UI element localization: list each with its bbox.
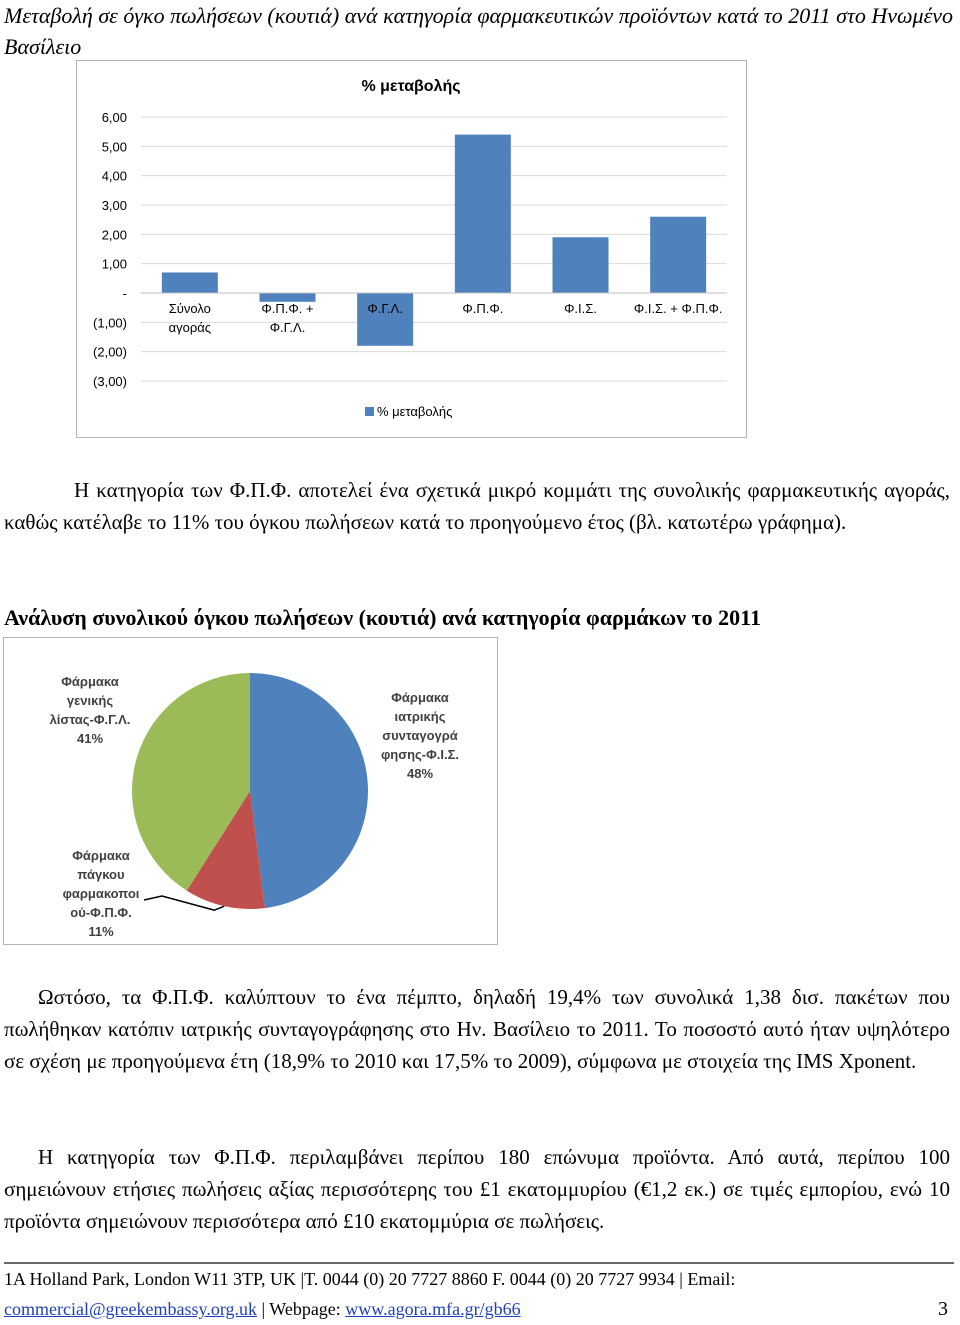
pie-chart: [4, 638, 496, 943]
y-tick-label: (3,00): [93, 374, 127, 389]
legend-label: % μεταβολής: [377, 404, 453, 419]
pie-chart-container: [3, 637, 498, 945]
pie-label: Φάρμακα πάγκου φαρμακοποι ού-Φ.Π.Φ. 11%: [62, 848, 140, 939]
paragraph-1: Η κατηγορία των Φ.Π.Φ. αποτελεί ένα σχετικά μικρό κομμάτι της συνολικής φαρμακευτικής αγοράς, καθώς κατέλαβε το 11% του όγκου πωλήσεων κατά το προηγούμενο έτος (βλ. κατωτέρω γράφημα).: [4, 478, 950, 534]
bar-chart-heading: Μεταβολή σε όγκο πωλήσεων (κουτιά) ανά κατηγορία φαρμακευτικών προϊόντων κατά το 2011 στο Ηνωμένο Βασίλειο: [4, 3, 954, 59]
y-tick-label: 6,00: [101, 110, 127, 125]
x-tick-label: Σύνολο αγοράς: [168, 301, 212, 335]
paragraph-3: Η κατηγορία των Φ.Π.Φ. περιλαμβάνει περίπου 180 επώνυμα προϊόντα. Από αυτά, περίπου 100 σημειώνουν ετήσιες πωλήσεις αξίας περισσότερης του £1 εκατομμυρίου (€1,2 εκ.) σε τιμές εμπορίου, ενώ 10 προϊόντα σημειώνουν περισσότερα από £10 εκατομμύρια σε πωλήσεις.: [4, 1145, 950, 1233]
bar: [650, 217, 706, 293]
footer-web-link[interactable]: www.agora.mfa.gr/gb66: [345, 1299, 521, 1319]
y-tick-label: 5,00: [101, 139, 127, 155]
paragraph-2: Ωστόσο, τα Φ.Π.Φ. καλύπτουν το ένα πέμπτο, δηλαδή 19,4% των συνολικά 1,38 δισ. πακέτων που πωλήθηκαν κατόπιν ιατρικής συνταγογράφησης στο Ην. Βασίλειο το 2011. Το ποσοστό αυτό ήταν υψηλότερο σε σχέση με προηγούμενα έτη (18,9% το 2010 και 17,5% το 2009), σύμφωνα με στοιχεία της IMS Xponent.: [4, 985, 950, 1073]
x-tick-label: Φ.Γ.Λ.: [367, 301, 403, 316]
bar-chart: [77, 61, 745, 436]
x-tick-label: Φ.Π.Φ.: [462, 301, 504, 316]
pie-chart-heading: Ανάλυση συνολικού όγκου πωλήσεων (κουτιά) ανά κατηγορία φαρμάκων το 2011: [4, 605, 761, 630]
footer-contact-line: 1A Holland Park, London W11 3TP, UK |T. 0044 (0) 20 7727 8860 F. 0044 (0) 20 7727 9934 | Email:: [4, 1269, 736, 1289]
pie-label: Φάρμακα ιατρικής συνταγογρά φησης-Φ.Ι.Σ. 48%: [380, 690, 460, 781]
bar: [553, 237, 609, 293]
y-tick-label: 4,00: [101, 168, 127, 184]
y-tick-label: 2,00: [101, 227, 127, 243]
x-tick-label: Φ.Ι.Σ. + Φ.Π.Φ.: [633, 301, 723, 316]
pie-label: Φάρμακα γενικής λίστας-Φ.Γ.Λ. 41%: [49, 674, 131, 746]
y-tick-label: 1,00: [101, 256, 127, 272]
bar-chart-title: % μεταβολής: [361, 78, 461, 95]
page-number: 3: [938, 1298, 948, 1320]
y-tick-label: (1,00): [93, 315, 127, 331]
y-tick-label: -: [122, 286, 127, 301]
y-tick-label: (2,00): [93, 344, 127, 360]
bar: [455, 135, 511, 293]
footer: [4, 1262, 954, 1324]
bar-chart-container: [76, 60, 747, 438]
pie-slice: [250, 673, 368, 908]
footer-email-link[interactable]: commercial@greekembassy.org.uk: [4, 1299, 257, 1319]
x-tick-label: Φ.Ι.Σ.: [564, 301, 597, 316]
footer-separator: | Webpage:: [257, 1299, 346, 1319]
footer-links-line: [4, 1294, 954, 1324]
x-tick-label: Φ.Π.Φ. + Φ.Γ.Λ.: [261, 301, 314, 335]
y-tick-label: 3,00: [101, 198, 127, 213]
bar: [162, 272, 218, 293]
legend-swatch: [365, 407, 374, 416]
